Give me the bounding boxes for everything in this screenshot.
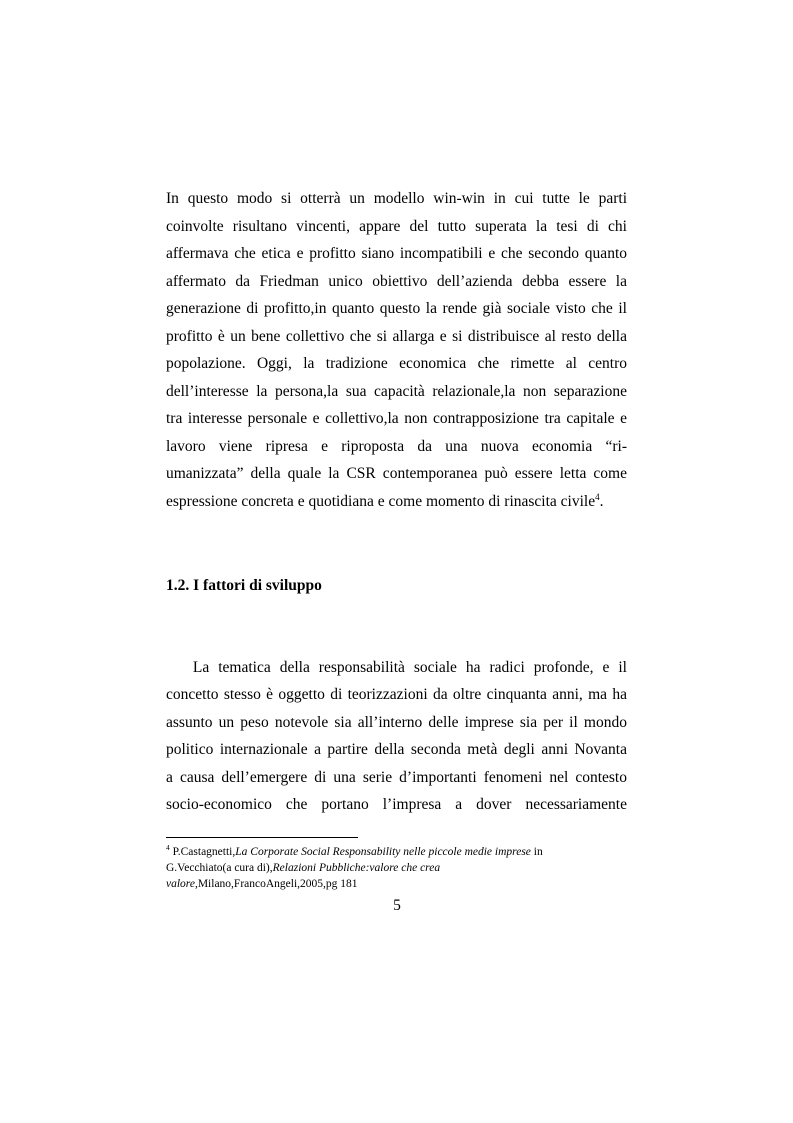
- text-line-last: [166, 493, 627, 511]
- end-punctuation: .: [599, 493, 604, 510]
- text-line: dell’interesse la persona,la sua capacità relazionale,la non separazione: [166, 383, 627, 400]
- footnote-book-title-end: valore: [166, 878, 195, 890]
- section-heading: 1.2. I fattori di sviluppo: [166, 577, 322, 594]
- text-line: coinvolte risultano vincenti, appare del tutto superata la tesi di chi: [166, 218, 627, 235]
- footnote-line: [166, 861, 440, 875]
- text-line: popolazione. Oggi, la tradizione economica che rimette al centro: [166, 355, 627, 372]
- text-span: espressione concreta e quotidiana e come momento di rinascita civile: [166, 493, 596, 510]
- text-line: tra interesse personale e collettivo,la non contrapposizione tra capitale e: [166, 410, 627, 427]
- text-line: concetto stesso è oggetto di teorizzazioni da oltre cinquanta anni, ma ha: [166, 686, 627, 703]
- text-line: politico internazionale a partire della seconda metà degli anni Novanta: [166, 741, 627, 758]
- text-line: socio-economico che portano l’impresa a dover necessariamente: [166, 796, 627, 813]
- footnote-publisher: ,Milano,FrancoAngeli,2005,pg 181: [194, 878, 358, 890]
- footnote-editor: G.Vecchiato(a cura di),: [166, 862, 273, 874]
- footnote-number: 4: [166, 843, 170, 853]
- text-line: affermato da Friedman unico obiettivo dell’azienda debba essere la: [166, 273, 627, 290]
- footnote-author: P.Castagnetti,: [169, 846, 236, 858]
- text-line: La tematica della responsabilità sociale ha radici profonde, e il: [166, 659, 627, 676]
- footnote-book-title: Relazioni Pubbliche:valore che crea: [272, 862, 441, 874]
- text-line: assunto un peso notevole sia all’interno delle imprese sia per il mondo: [166, 714, 627, 731]
- text-line: affermava che etica e profitto siano incompatibili e che secondo quanto: [166, 245, 627, 262]
- footnote-line: [166, 845, 543, 859]
- footnote-title: La Corporate Social Responsability nelle piccole medie imprese: [235, 846, 531, 858]
- footnote-connector: in: [530, 846, 543, 858]
- footnote-reference: 4: [595, 491, 600, 502]
- footnote-separator: [166, 837, 358, 838]
- text-line: generazione di profitto,in quanto questo la rende già sociale visto che il: [166, 300, 627, 317]
- text-line: In questo modo si otterrà un modello win-win in cui tutte le parti: [166, 190, 627, 207]
- text-line: a causa dell’emergere di una serie d’importanti fenomeni nel contesto: [166, 769, 627, 786]
- text-line: umanizzata” della quale la CSR contemporanea può essere letta come: [166, 465, 627, 482]
- text-line: profitto è un bene collettivo che si allarga e si distribuisce al resto della: [166, 328, 627, 345]
- text-line: lavoro viene ripresa e riproposta da una nuova economia “ri-: [166, 438, 627, 455]
- page-number: 5: [393, 897, 401, 914]
- footnote-line: [166, 877, 358, 891]
